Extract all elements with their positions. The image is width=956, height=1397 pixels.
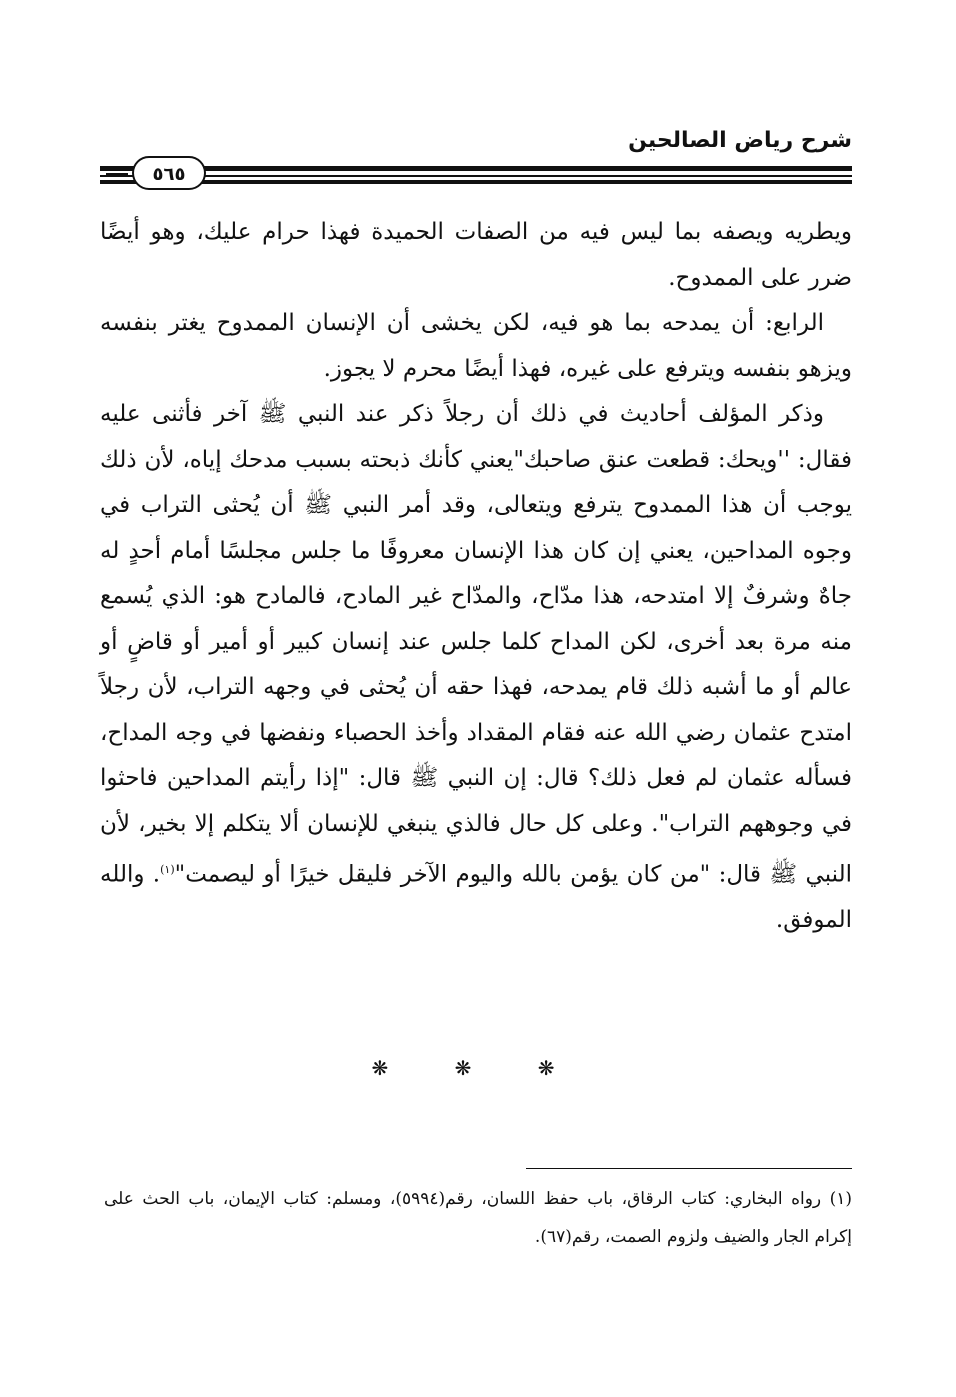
paragraph-text: وذكر المؤلف أحاديث في ذلك أن رجلاً ذكر عند النبي ﷺ آخر فأثنى عليه فقال: ''ويحك: قطعت عنق صاحبك"يعني كأنك ذبحته بسبب مدحك إياه، لأن ذلك يوجب أن هذا الممدوح يترفع ويتعالى، وقد أمر النبي ﷺ أن يُحثى التراب في وجوه المداحين، يعني إن كان هذا الإنسان معروفًا ما جلس مجلسًا أمام أحدٍ له جاهٌ وشرفٌ إلا امتدحه، هذا مدّاح، والمدّاح غير المادح، فالمادح هو: الذي يُسمع منه مرة بعد أخرى، لكن المداح كلما جلس عند إنسان كبير أو أمير أو قاضٍ أو عالم أو ما أشبه ذلك قام يمدحه، فهذا حقه أن يُحثى في وجهه التراب، لأن رجلاً امتدح عثمان رضي الله عنه فقام المقداد وأخذ الحصباء ونفضها في وجه المداح، فسأله عثمان لم فعل ذلك؟ قال: إن النبي ﷺ قال: "إذا رأيتم المداحين فاحثوا في وجوههم التراب". وعلى كل حال فالذي ينبغي للإنسان ألا يتكلم إلا بخير، لأن النبي ﷺ قال: "من كان يؤمن بالله واليوم الآخر فليقل خيرًا أو ليصمت": [100, 401, 852, 888]
paragraph: الرابع: أن يمدحه بما هو فيه، لكن يخشى أن الإنسان الممدوح يغتر بنفسه ويزهو بنفسه ويترفع على غيره، فهذا أيضًا محرم لا يجوز.: [100, 310, 852, 382]
page-number: ٥٦٥: [132, 156, 206, 190]
main-text: [100, 210, 852, 944]
paragraph: [100, 392, 852, 944]
header-rule-line: [100, 166, 852, 171]
header-rule: [100, 156, 852, 192]
footnote-reference[interactable]: (١): [160, 863, 175, 876]
paragraph: ويطريه ويصفه بما ليس فيه من الصفات الحميدة فهذا حرام عليك، وهو أيضًا ضرر على الممدوح.: [100, 219, 852, 291]
footnote: (١) رواه البخاري: كتاب الرقاق، باب حفظ اللسان، رقم(٥٩٩٤)، ومسلم: كتاب الإيمان، باب الحث على إكرام الجار والضيف ولزوم الصمت، رقم(٦٧).: [104, 1189, 852, 1247]
paragraph-ending: . والله الموفق.: [100, 861, 852, 934]
section-separator: ❋ ❋ ❋: [371, 1056, 585, 1080]
page-number-ornament: [106, 168, 128, 182]
running-title: شرح رياض الصالحين: [628, 128, 852, 153]
header-rule-line: [100, 180, 852, 184]
footnote-divider: [526, 1168, 852, 1169]
header-rule-line: [100, 175, 852, 177]
